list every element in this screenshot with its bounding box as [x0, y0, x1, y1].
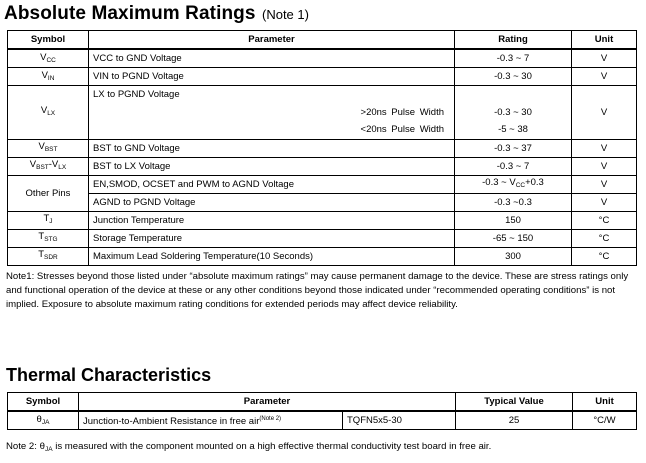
- rating-cell: -0.3 ~0.3: [455, 193, 572, 211]
- symbol-cell: $V_{BST}$: [8, 139, 89, 157]
- table-header-row: [8, 393, 637, 412]
- rating-cell: -0.3 ~ 7: [455, 49, 572, 68]
- symbol-cell: $T_{STG}$: [8, 229, 89, 247]
- col-header-typical-value: Typical Value: [456, 393, 573, 412]
- note-1: Note1: Stresses beyond those listed under “absolute maximum ratings” may cause permanent damage to the device. These are stress ratings only and functional operation of the device at these or any other conditions beyond those indicated under “recommended operating conditions” is not implied. Exposure to absolute maximum rating conditions for extended periods may affect device reliability.: [6, 271, 629, 310]
- symbol-cell: $V_{CC}$: [8, 49, 89, 68]
- thermal-characteristics-table: [7, 392, 637, 430]
- table-row: [8, 247, 637, 265]
- parameter-cell: VIN to PGND Voltage: [89, 68, 455, 86]
- unit-cell: V: [572, 175, 637, 193]
- table-row: [8, 211, 637, 229]
- amr-heading: [4, 3, 309, 25]
- parameter-cell: EN,SMOD, OCSET and PWM to AGND Voltage: [89, 175, 455, 193]
- symbol-cell: $V_{IN}$: [8, 68, 89, 86]
- col-header-rating: Rating: [455, 31, 572, 50]
- symbol-cell: $T_{SDR}$: [8, 247, 89, 265]
- parameter-cell: Storage Temperature: [89, 229, 455, 247]
- col-header-symbol: Symbol: [8, 393, 79, 412]
- symbol-cell: $\theta_{JA}$: [8, 411, 79, 430]
- parameter-cell: BST to LX Voltage: [89, 157, 455, 175]
- rating-cell: -65 ~ 150: [455, 229, 572, 247]
- col-header-parameter: Parameter: [79, 393, 456, 412]
- table-row: [8, 175, 637, 193]
- table-row: [8, 157, 637, 175]
- table-row: [8, 49, 637, 68]
- table-row: [8, 139, 637, 157]
- table-row: [8, 411, 637, 430]
- parameter-text: LX to PGND Voltage: [93, 89, 180, 100]
- parameter-cell: Junction Temperature: [89, 211, 455, 229]
- unit-cell: V: [572, 86, 637, 140]
- rating-cell: -0.3 ~ 37: [455, 139, 572, 157]
- unit-cell: °C: [572, 229, 637, 247]
- table-row: [8, 86, 637, 140]
- col-header-unit: Unit: [572, 31, 637, 50]
- absolute-maximum-ratings-table: [7, 30, 637, 266]
- note-2: Note 2: $\theta_{JA}$ is measured with the component mounted on a high effective thermal conductivity test board in free air.: [6, 441, 492, 453]
- table-row: [8, 68, 637, 86]
- unit-cell: V: [572, 68, 637, 86]
- table-row: [8, 229, 637, 247]
- unit-cell: V: [572, 193, 637, 211]
- condition-text: <20ns Pulse Width: [360, 124, 444, 135]
- unit-cell: V: [572, 139, 637, 157]
- rating-cell: 150: [455, 211, 572, 229]
- rating-text: -5 ~ 38: [498, 124, 528, 135]
- parameter-cell: Maximum Lead Soldering Temperature(10 Seconds): [89, 247, 455, 265]
- symbol-cell: $V_{LX}$: [8, 86, 89, 140]
- rating-cell: -0.3 ~ 30: [455, 68, 572, 86]
- parameter-cell: AGND to PGND Voltage: [89, 193, 455, 211]
- typical-value-cell: 25: [456, 411, 573, 430]
- table-row: [8, 193, 637, 211]
- rating-cell: -0.3 ~ 7: [455, 157, 572, 175]
- unit-cell: V: [572, 49, 637, 68]
- condition-text: >20ns Pulse Width: [360, 106, 444, 118]
- parameter-cell: VCC to GND Voltage: [89, 49, 455, 68]
- rating-cell: -0.3 ~ $V_{CC}+0.3$: [455, 175, 572, 193]
- parameter-cell: [89, 86, 455, 140]
- unit-cell: V: [572, 157, 637, 175]
- unit-cell: °C: [572, 247, 637, 265]
- rating-cell: [455, 86, 572, 140]
- symbol-cell: $V_{BST}-V_{LX}$: [8, 157, 89, 175]
- unit-cell: °C/W: [573, 411, 637, 430]
- parameter-cell: BST to GND Voltage: [89, 139, 455, 157]
- table-header-row: [8, 31, 637, 50]
- package-cell: TQFN5x5-30: [343, 411, 456, 430]
- thermal-heading: Thermal Characteristics: [6, 365, 212, 385]
- col-header-parameter: Parameter: [89, 31, 455, 50]
- parameter-cell: Junction-to-Ambient Resistance in free air$^{(Note 2)}$: [79, 411, 343, 430]
- col-header-symbol: Symbol: [8, 31, 89, 50]
- symbol-cell: $T_J$: [8, 211, 89, 229]
- symbol-cell: Other Pins: [8, 175, 89, 211]
- amr-title: Absolute Maximum Ratings: [4, 3, 256, 24]
- rating-text: -0.3 ~ 30: [494, 106, 532, 118]
- amr-title-note: (Note 1): [262, 7, 309, 22]
- unit-cell: °C: [572, 211, 637, 229]
- rating-cell: 300: [455, 247, 572, 265]
- col-header-unit: Unit: [573, 393, 637, 412]
